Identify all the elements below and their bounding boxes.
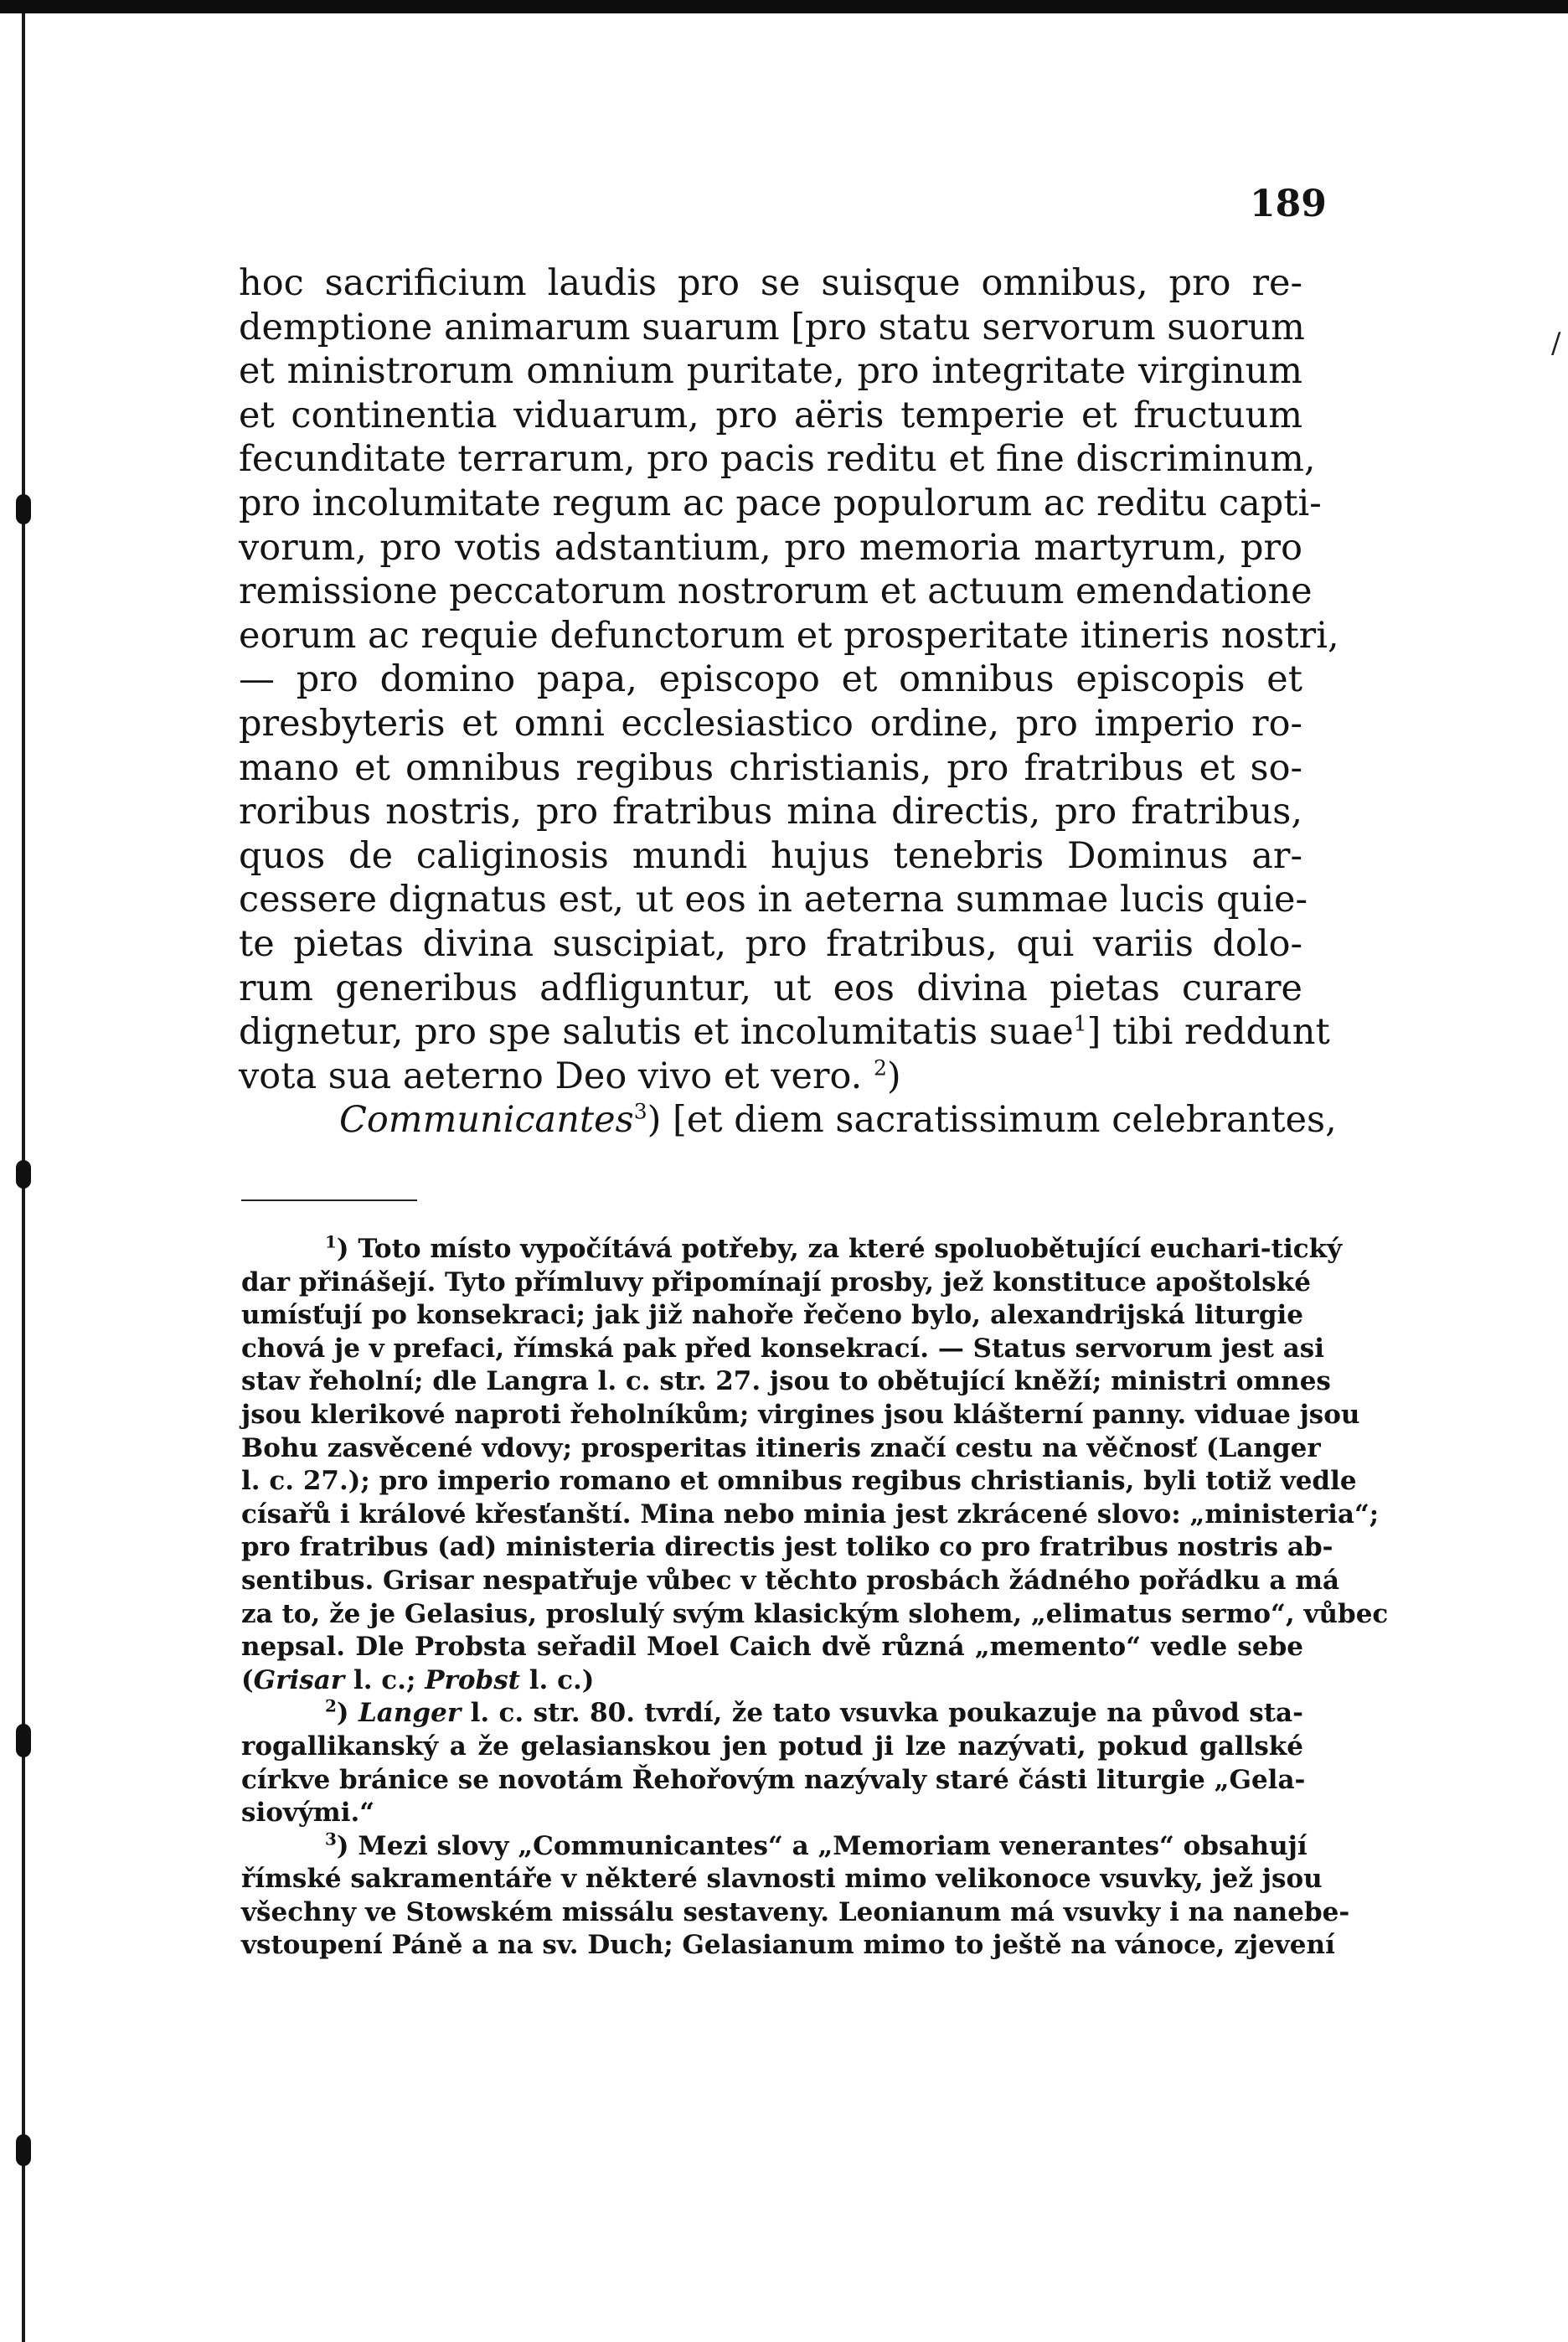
text-line: remissione peccatorum nostrorum et actuum emendatione <box>239 570 1313 613</box>
text-line: et ministrorum omnium puritate, pro integritate virginum <box>239 350 1302 393</box>
footnote-number-3: 3 <box>325 1829 337 1849</box>
footnote-ref-2: 2 <box>873 1055 887 1081</box>
text-line: et continentia viduarum, pro aëris temperie et fructuum <box>239 394 1302 436</box>
text-line: presbyteris et omni ecclesiastico ordine, pro imperio ro- <box>239 702 1302 745</box>
text-segment: l. c.) <box>519 1664 595 1695</box>
footnote-line: umísťují po konsekraci; jak již nahoře řečeno bylo, alexandrijská liturgie <box>241 1300 1303 1331</box>
footnote-line: jsou klerikové naproti řeholníkům; virgines jsou klášterní panny. viduae jsou <box>241 1399 1360 1430</box>
footnote-line <box>241 1829 1308 1864</box>
text-line: Communicantes$^3$) [et diem sacratissimum celebrantes, <box>339 1099 1337 1142</box>
footnote-line: všechny ve Stowském missálu sestaveny. Leonianum má vsuvky i na nanebe- <box>241 1896 1350 1927</box>
footnotes <box>241 1231 1389 1963</box>
footnote-line: stav řeholní; dle Langra l. c. str. 27. jsou to obětující kněží; ministri omnes <box>241 1366 1331 1397</box>
text-line: quos de caliginosis mundi hujus tenebris Dominus ar- <box>239 834 1302 877</box>
footnote-line: chová je v prefaci, římská pak před konsekrací. — Status servorum jest asi <box>241 1333 1325 1364</box>
page-number: 189 <box>1250 183 1327 225</box>
footnote-line: císařů i králové křesťanští. Mina nebo minia jest zkrácené slovo: „ministeria“; <box>241 1499 1380 1530</box>
footnote-line: siovými.“ <box>241 1798 375 1829</box>
footnote-line: (Grisar l. c.; Probst l. c.) <box>241 1664 595 1695</box>
footnote-line: Bohu zasvěcené vdovy; prosperitas itineris značí cestu na věčnosť (Langer <box>241 1432 1321 1463</box>
text-segment: l. c.; <box>344 1664 426 1695</box>
footnote-separator <box>241 1199 417 1201</box>
footnote-line: nepsal. Dle Probsta seřadil Moel Caich dvě různá „memento“ vedle sebe <box>241 1632 1303 1663</box>
footnote-line: l. c. 27.); pro imperio romano et omnibus regibus christianis, byli totiž vedle <box>241 1466 1357 1497</box>
footnote-line: za to, že je Gelasius, proslulý svým klasickým slohem, „elimatus sermo“, vůbec <box>241 1598 1389 1629</box>
footnote-line: církve bránice se novotám Řehořovým nazývaly staré části liturgie „Gela- <box>241 1764 1306 1795</box>
text-segment: [et diem sacratissimum celebrantes, <box>661 1099 1337 1142</box>
text-line: — pro domino papa, episcopo et omnibus episcopis et <box>239 658 1302 701</box>
text-line: rum generibus adfliguntur, ut eos divina pietas curare <box>239 967 1302 1009</box>
text-segment: ) Mezi slovy „Communicantes“ a „Memoriam venerantes“ obsahují <box>336 1830 1308 1861</box>
main-text <box>239 261 1339 1143</box>
text-line: demptione animarum suarum [pro statu servorum suorum <box>239 306 1305 348</box>
text-segment: ) <box>336 1698 358 1729</box>
text-line <box>239 1010 1330 1055</box>
margin-mark: / <box>1551 327 1561 360</box>
text-segment: l. c. str. 80. tvrdí, že tato vsuvka poukazuje na původ sta- <box>461 1698 1303 1729</box>
footnote-ref-1: 1 <box>1073 1011 1087 1036</box>
text-line: te pietas divina suscipiat, pro fratribus, qui variis dolo- <box>239 922 1302 965</box>
text-line: roribus nostris, pro fratribus mina directis, pro fratribus, <box>239 791 1302 833</box>
footnote-line <box>241 1697 1303 1731</box>
scan-edge-mark <box>16 1724 31 1757</box>
scan-top-border <box>0 0 1568 13</box>
scan-edge-mark <box>16 494 31 524</box>
footnote-line: římské sakramentáře v některé slavnosti mimo velikonoce vsuvky, jež jsou <box>241 1864 1323 1895</box>
text-segment: ) Toto místo vypočítává potřeby, za které spoluobětující euchari-tický <box>336 1234 1343 1264</box>
text-segment: ] tibi reddunt <box>1086 1011 1330 1054</box>
scan-edge-mark <box>16 2134 31 2166</box>
text-line: eorum ac requie defunctorum et prosperitate itineris nostri, <box>239 614 1339 657</box>
text-line: cessere dignatus est, ut eos in aeterna summae lucis quie- <box>239 879 1308 921</box>
scan-edge-mark <box>16 1160 31 1189</box>
footnote-line: rogallikanský a že gelasianskou jen potud ji lze nazývati, pokud gallské <box>241 1731 1303 1762</box>
footnote-line <box>241 1231 1343 1266</box>
text-segment: vota sua aeterno Deo vivo et vero. <box>239 1055 863 1097</box>
text-line: mano et omnibus regibus christianis, pro fratribus et so- <box>239 746 1302 789</box>
footnote-number-2: 2 <box>325 1695 337 1716</box>
emphasized-word: Communicantes <box>339 1099 634 1142</box>
author-name: Probst <box>425 1664 520 1695</box>
footnote-line: vstoupení Páně a na sv. Duch; Gelasianum mimo to ještě na vánoce, zjevení <box>241 1930 1335 1961</box>
text-line: vorum, pro votis adstantium, pro memoria martyrum, pro <box>239 526 1302 569</box>
footnote-line: dar přinášejí. Tyto přímluvy připomínají prosby, jež konstituce apoštolské <box>241 1266 1311 1297</box>
text-line: pro incolumitate regum ac pace populorum ac reditu capti- <box>239 482 1322 524</box>
footnote-line: pro fratribus (ad) ministeria directis jest toliko co pro fratribus nostris ab- <box>241 1532 1333 1563</box>
text-line: vota sua aeterno Deo vivo et vero. $^2$) <box>239 1055 901 1097</box>
author-name: Langer <box>358 1698 462 1729</box>
footnote-number-1: 1 <box>325 1231 337 1252</box>
footnote-line: sentibus. Grisar nespatřuje vůbec v těchto prosbách žádného pořádku a má <box>241 1565 1340 1596</box>
text-segment: dignetur, pro spe salutis et incolumitatis suae <box>239 1011 1074 1054</box>
footnote-ref-3: 3 <box>633 1099 647 1124</box>
text-line: hoc sacrificium laudis pro se suisque omnibus, pro re- <box>239 262 1302 304</box>
text-line: fecunditate terrarum, pro pacis reditu et fine discriminum, <box>239 438 1316 481</box>
author-name: Grisar <box>253 1664 345 1695</box>
